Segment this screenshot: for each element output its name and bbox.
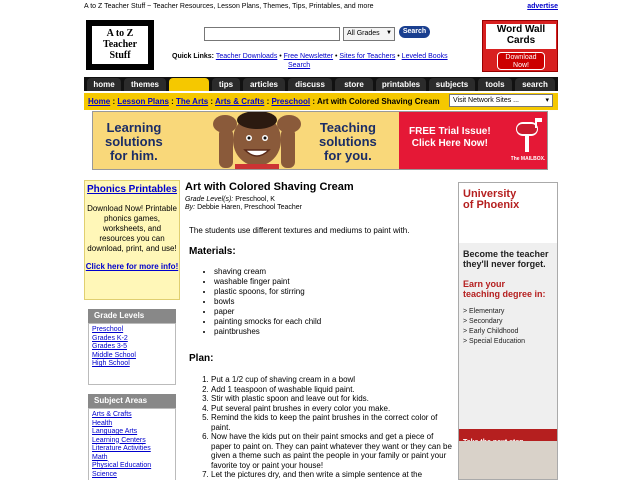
subject-link-learning-centers[interactable]: Learning Centers: [92, 436, 146, 444]
list-item: • painting smocks for each child: [214, 317, 453, 327]
visit-network-select[interactable]: [449, 94, 553, 107]
logo-line-2: Teacher: [102, 39, 138, 50]
quick-link-separator: •: [277, 53, 284, 60]
lesson-author: [185, 204, 453, 212]
mailbox-banner-ad[interactable]: [92, 111, 548, 170]
grade-level-label: Grade Level(s):: [185, 196, 234, 203]
lesson-content: [185, 181, 453, 480]
smiling-child-image: [203, 111, 311, 170]
free-trial-line: FREE Trial Issue!: [409, 126, 491, 137]
breadcrumb-home[interactable]: Home: [88, 97, 111, 106]
grade-link-middle-school[interactable]: Middle School: [92, 351, 136, 359]
list-item: 5. Remind the kids to keep the paint brushes in the correct color of paint.: [211, 413, 453, 432]
materials-heading: Materials:: [189, 246, 236, 257]
uop-become-line2: they'll never forget.: [463, 259, 546, 269]
list-item: • plastic spoons, for stirring: [214, 287, 453, 297]
grade-select-value: All Grades: [347, 30, 380, 37]
banner-free-trial[interactable]: [409, 126, 491, 150]
tab-tips[interactable]: tips: [212, 78, 240, 91]
banner-red-panel: [399, 112, 548, 170]
list-item: 6. Now have the kids put on their paint smocks and get a piece of paper to paint on. They can paint whatever they want or they can be given a theme such as paint the people in your family or paint your favorite toy or paint your house!: [211, 432, 453, 470]
quick-links-label: Quick Links:: [172, 53, 215, 60]
list-item: • shaving cream: [214, 267, 453, 277]
uop-classroom-photo: [459, 441, 558, 480]
search-button[interactable]: Search: [399, 26, 430, 38]
grade-level-value: Preschool, K: [235, 196, 275, 203]
uop-become-line1: Become the teacher: [463, 249, 549, 259]
uop-become: [463, 249, 549, 269]
breadcrumb-separator: :: [168, 97, 177, 106]
grade-link-3-5[interactable]: Grades 3-5: [92, 343, 128, 350]
breadcrumb-current: Art with Colored Shaving Cream: [316, 97, 440, 106]
breadcrumb-arts-crafts[interactable]: Arts & Crafts: [215, 97, 265, 106]
subject-link-language-arts[interactable]: Language Arts: [92, 428, 138, 435]
list-item: • paintbrushes: [214, 327, 453, 337]
list-item: > Early Childhood: [463, 328, 519, 335]
quick-link-separator: •: [395, 53, 402, 60]
grade-levels-list: [88, 323, 176, 385]
subject-link-literature-activities[interactable]: Literature Activities: [92, 445, 151, 452]
quick-link-sites-for-teachers[interactable]: Sites for Teachers: [339, 53, 396, 60]
grade-select[interactable]: [343, 27, 395, 41]
tab-printables[interactable]: printables: [376, 78, 426, 91]
quick-link-leveled-books[interactable]: Leveled Books: [401, 53, 448, 60]
site-logo[interactable]: [86, 20, 154, 70]
list-item: 1. Put a 1/2 cup of shaving cream in a bowl: [211, 375, 453, 385]
quick-link-teacher-downloads[interactable]: Teacher Downloads: [215, 53, 278, 60]
breadcrumb-lesson-plans[interactable]: Lesson Plans: [117, 97, 169, 106]
list-item: 7. Let the pictures dry, and then write a simple sentence at the: [211, 470, 453, 480]
tab-themes[interactable]: themes: [124, 78, 166, 91]
mailbox-icon: [511, 116, 545, 166]
breadcrumb-separator: :: [264, 97, 272, 106]
quick-link-separator: •: [333, 53, 340, 60]
quick-link-search[interactable]: Search: [288, 62, 311, 69]
grade-levels-heading: Grade Levels: [88, 309, 176, 323]
tab-home[interactable]: home: [87, 78, 121, 91]
list-item: > Special Education: [463, 338, 526, 345]
word-wall-title: [486, 24, 556, 49]
phonics-title[interactable]: Phonics Printables: [86, 184, 178, 195]
subject-link-physical-education[interactable]: Physical Education: [92, 462, 152, 469]
download-label-2: Now!: [513, 62, 529, 69]
subject-areas-heading: Subject Areas: [88, 394, 176, 408]
word-wall-cards-ad[interactable]: [482, 20, 558, 72]
banner-middle-line3: for you.: [324, 148, 372, 163]
banner-left-line2: solutions: [105, 134, 163, 149]
uop-brand-line2: of Phoenix: [463, 199, 520, 211]
tab-articles[interactable]: articles: [243, 78, 285, 91]
lesson-intro: The students use different textures and mediums to paint with.: [189, 226, 410, 235]
tab-lessons[interactable]: lessons: [169, 78, 209, 91]
quick-link-free-newsletter[interactable]: Free Newsletter: [283, 53, 334, 60]
banner-left-line1: Learning: [106, 120, 162, 135]
list-item: 4. Put several paint brushes in every color you make.: [211, 404, 453, 414]
search-input[interactable]: [204, 27, 340, 41]
tab-subjects[interactable]: subjects: [429, 78, 475, 91]
logo-plate: [91, 25, 149, 65]
click-here-line: Click Here Now!: [411, 138, 488, 149]
list-item: • bowls: [214, 297, 453, 307]
plan-steps: [211, 375, 453, 480]
subject-link-math[interactable]: Math: [92, 453, 108, 461]
grade-link-high-school[interactable]: High School: [92, 360, 130, 367]
quick-links: [172, 52, 478, 70]
plan-heading: Plan:: [189, 353, 214, 364]
uop-earn-line2: teaching degree in:: [463, 289, 546, 299]
mailbox-brand: The MAILBOX.: [511, 156, 545, 162]
main-nav: [84, 77, 558, 91]
uop-logo: [463, 189, 555, 211]
word-wall-title-line1: Word Wall: [496, 24, 546, 35]
breadcrumb-preschool[interactable]: Preschool: [271, 97, 311, 106]
list-item: > Secondary: [463, 318, 503, 325]
tab-search[interactable]: search: [515, 78, 555, 91]
list-item: > Elementary: [463, 308, 505, 315]
banner-middle-line1: Teaching: [319, 120, 376, 135]
banner-middle-text: [319, 121, 377, 163]
word-wall-download-button[interactable]: [497, 52, 545, 70]
tab-store[interactable]: store: [335, 78, 373, 91]
uop-degree-list: [463, 307, 525, 347]
phonics-body: Download Now! Printable phonics games, worksheets, and resources you can download, print, and use!: [87, 204, 177, 253]
grade-link-k-2[interactable]: Grades K-2: [92, 334, 128, 342]
breadcrumb-separator: :: [310, 97, 317, 106]
list-item: 3. Stir with plastic spoon and leave out for kids.: [211, 394, 453, 404]
logo-line-3: Stuff: [109, 50, 131, 61]
banner-middle-line2: solutions: [319, 134, 377, 149]
phonics-cta[interactable]: Click here for more info!: [85, 262, 179, 271]
subject-link-arts-crafts[interactable]: Arts & Crafts: [92, 411, 132, 418]
visit-network-value: Visit Network Sites ...: [453, 97, 520, 104]
subject-areas-list: [88, 408, 176, 480]
left-sidebar: [84, 180, 180, 480]
breadcrumb-separator: :: [110, 97, 118, 106]
grade-link-preschool[interactable]: Preschool: [92, 326, 124, 333]
list-item: 2. Add 1 teaspoon of washable liquid paint.: [211, 385, 453, 395]
breadcrumb-the-arts[interactable]: The Arts: [176, 97, 209, 106]
uop-earn: [463, 279, 546, 299]
banner-left-text: [105, 121, 163, 163]
list-item: • washable finger paint: [214, 277, 453, 287]
advertise-link[interactable]: advertise: [527, 3, 558, 10]
tab-discuss[interactable]: discuss: [288, 78, 332, 91]
phonics-printables-ad[interactable]: [84, 180, 180, 300]
tab-tools[interactable]: tools: [478, 78, 512, 91]
subject-link-science[interactable]: Science: [92, 470, 117, 478]
word-wall-title-line2: Cards: [506, 35, 536, 46]
breadcrumb-separator: :: [208, 97, 215, 106]
author-value: Debbie Haren, Preschool Teacher: [197, 204, 303, 211]
download-label-1: Download: [505, 54, 537, 61]
chevron-down-icon: ▼: [386, 30, 392, 36]
uop-brand-line1: University: [463, 188, 517, 200]
uop-ad-body: [459, 243, 558, 429]
list-item: • paper: [214, 307, 453, 317]
logo-line-1: A to Z: [106, 28, 134, 39]
lesson-title: Art with Colored Shaving Cream: [185, 181, 354, 193]
top-bar: [84, 2, 558, 14]
university-of-phoenix-ad[interactable]: [458, 182, 558, 480]
subject-link-health[interactable]: Health: [92, 419, 113, 427]
banner-left-line3: for him.: [110, 148, 158, 163]
lesson-grade-level: [185, 196, 453, 204]
site-tagline: A to Z Teacher Stuff ~ Teacher Resources, Lesson Plans, Themes, Tips, Printables, and more: [84, 3, 374, 10]
materials-list: [214, 267, 453, 337]
uop-earn-line1: Earn your: [463, 279, 506, 289]
chevron-down-icon: ▾: [545, 97, 549, 104]
author-label: By:: [185, 204, 196, 211]
